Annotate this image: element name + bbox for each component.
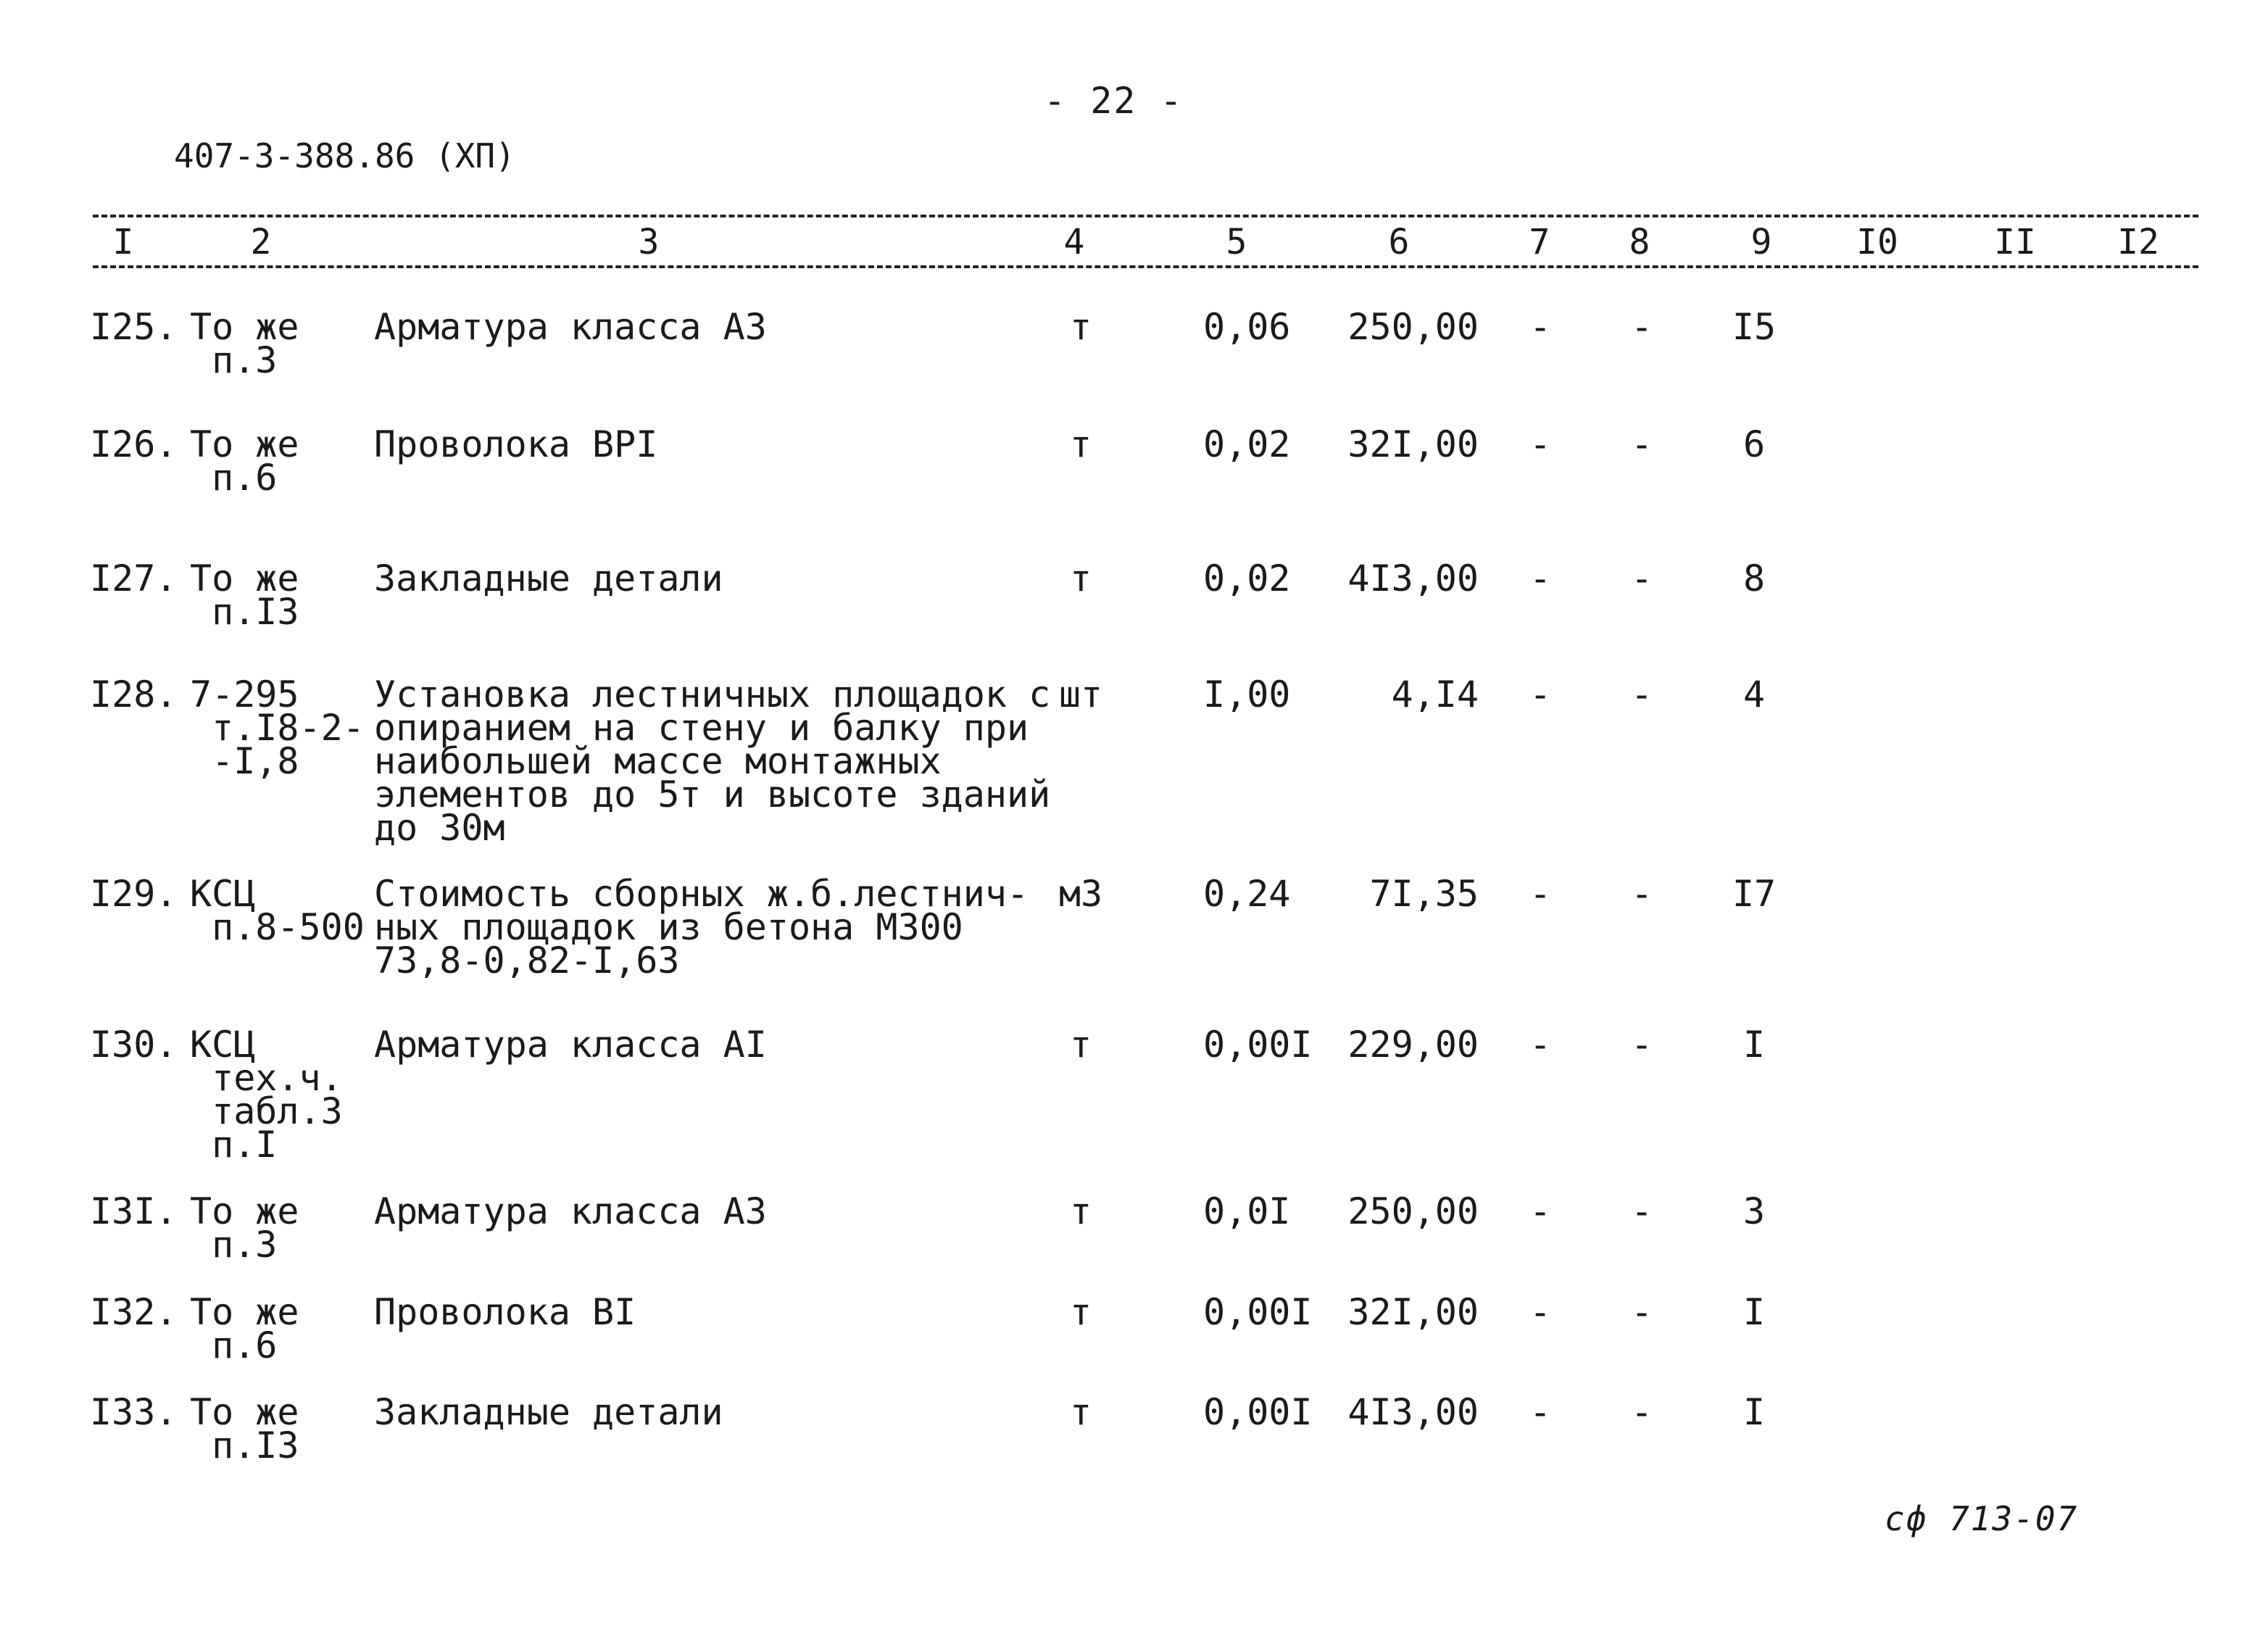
row-col7: -	[1529, 557, 1552, 600]
row-unit-price: 32I,00	[1347, 1291, 1479, 1333]
row-col9: 3	[1742, 1190, 1766, 1232]
column-header-9: 9	[1750, 222, 1772, 262]
column-header-4: 4	[1063, 222, 1085, 262]
column-header-3: 3	[638, 222, 660, 262]
row-reference: То же п.6	[190, 423, 299, 499]
row-col8: -	[1630, 1291, 1653, 1333]
row-number: I3I.	[90, 1190, 178, 1232]
row-col7: -	[1529, 1391, 1552, 1433]
row-col8: -	[1630, 673, 1653, 715]
row-unit-price: 229,00	[1347, 1024, 1479, 1066]
row-col7: -	[1529, 1190, 1552, 1232]
row-col7: -	[1529, 1291, 1552, 1333]
row-col8: -	[1630, 306, 1653, 348]
row-col7: -	[1529, 673, 1552, 715]
row-unit: шт	[1058, 673, 1103, 715]
row-number: I26.	[90, 423, 178, 465]
page-number: - 22 -	[1044, 80, 1184, 122]
column-header-6: 6	[1388, 222, 1410, 262]
row-unit-price: 250,00	[1347, 1190, 1479, 1232]
row-unit-price: 4,I4	[1391, 673, 1479, 715]
row-number: I32.	[90, 1291, 178, 1333]
row-description: Проволока ВI	[374, 1291, 636, 1333]
column-header-5: 5	[1226, 222, 1247, 262]
row-col8: -	[1630, 423, 1653, 465]
row-col7: -	[1529, 423, 1552, 465]
header-bottom-rule	[93, 265, 2198, 268]
row-col8: -	[1630, 557, 1653, 600]
row-description: Арматура класса А3	[374, 306, 767, 348]
row-reference: 7-295 т.I8-2- -I,8	[190, 673, 365, 782]
row-col9: I	[1742, 1291, 1766, 1333]
row-col9: 6	[1742, 423, 1766, 465]
row-quantity: 0,0I	[1203, 1190, 1291, 1232]
row-quantity: 0,00I	[1203, 1024, 1313, 1066]
row-col9: I	[1742, 1024, 1766, 1066]
row-unit: т	[1069, 306, 1092, 348]
row-description: Арматура класса АI	[374, 1024, 767, 1066]
row-number: I30.	[90, 1024, 178, 1066]
row-quantity: 0,24	[1203, 873, 1291, 915]
row-unit: т	[1069, 1190, 1092, 1232]
row-unit-price: 7I,35	[1369, 873, 1479, 915]
row-col8: -	[1630, 1391, 1653, 1433]
row-description: Закладные детали	[374, 557, 723, 600]
row-number: I33.	[90, 1391, 178, 1433]
row-unit: м3	[1058, 873, 1103, 915]
row-col9: I	[1742, 1391, 1766, 1433]
row-col8: -	[1630, 873, 1653, 915]
row-quantity: 0,02	[1203, 557, 1291, 600]
column-header-8: 8	[1629, 222, 1650, 262]
row-description: Стоимость сборных ж.б.лестнич- ных площадок из бетона М300 73,8-0,82-I,63	[374, 873, 1029, 982]
row-number: I28.	[90, 673, 178, 715]
row-col7: -	[1529, 306, 1552, 348]
row-col8: -	[1630, 1024, 1653, 1066]
row-reference: То же п.I3	[190, 557, 299, 633]
row-unit: т	[1069, 1024, 1092, 1066]
row-col9: I5	[1732, 306, 1777, 348]
row-reference: То же п.3	[190, 306, 299, 381]
row-quantity: I,00	[1203, 673, 1291, 715]
column-header-10: I0	[1856, 222, 1898, 262]
row-description: Арматура класса А3	[374, 1190, 767, 1232]
column-header-1: I	[112, 222, 134, 262]
column-header-7: 7	[1529, 222, 1550, 262]
row-unit: т	[1069, 557, 1092, 600]
column-header-11: II	[1994, 222, 2036, 262]
row-col9: 4	[1742, 673, 1766, 715]
row-number: I25.	[90, 306, 178, 348]
row-col7: -	[1529, 1024, 1552, 1066]
row-description: Проволока ВРI	[374, 423, 658, 465]
row-unit-price: 250,00	[1347, 306, 1479, 348]
row-unit-price: 4I3,00	[1347, 557, 1479, 600]
row-unit: т	[1069, 1391, 1092, 1433]
row-col9: 8	[1742, 557, 1766, 600]
row-unit: т	[1069, 423, 1092, 465]
row-quantity: 0,02	[1203, 423, 1291, 465]
row-number: I27.	[90, 557, 178, 600]
row-reference: КСЦ тех.ч. табл.3 п.I	[190, 1024, 343, 1166]
column-header-2: 2	[250, 222, 272, 262]
row-number: I29.	[90, 873, 178, 915]
row-unit-price: 32I,00	[1347, 423, 1479, 465]
row-description: Установка лестничных площадок с опиранием на стену и балку при наибольшей массе монтажных элементов до 5т и высоте зданий до 30м	[374, 673, 1051, 849]
row-unit: т	[1069, 1291, 1092, 1333]
row-quantity: 0,00I	[1203, 1391, 1313, 1433]
document-code: 407-3-388.86 (ХП)	[174, 136, 515, 175]
row-col8: -	[1630, 1190, 1653, 1232]
row-reference: КСЦ п.8-500	[190, 873, 365, 948]
row-reference: То же п.I3	[190, 1391, 299, 1467]
column-header-12: I2	[2117, 222, 2159, 262]
row-quantity: 0,06	[1203, 306, 1291, 348]
archive-stamp: сф 713-07	[1885, 1499, 2079, 1538]
header-top-rule	[93, 215, 2198, 217]
row-quantity: 0,00I	[1203, 1291, 1313, 1333]
row-reference: То же п.6	[190, 1291, 299, 1366]
row-col9: I7	[1732, 873, 1777, 915]
row-unit-price: 4I3,00	[1347, 1391, 1479, 1433]
row-col7: -	[1529, 873, 1552, 915]
row-description: Закладные детали	[374, 1391, 723, 1433]
row-reference: То же п.3	[190, 1190, 299, 1266]
